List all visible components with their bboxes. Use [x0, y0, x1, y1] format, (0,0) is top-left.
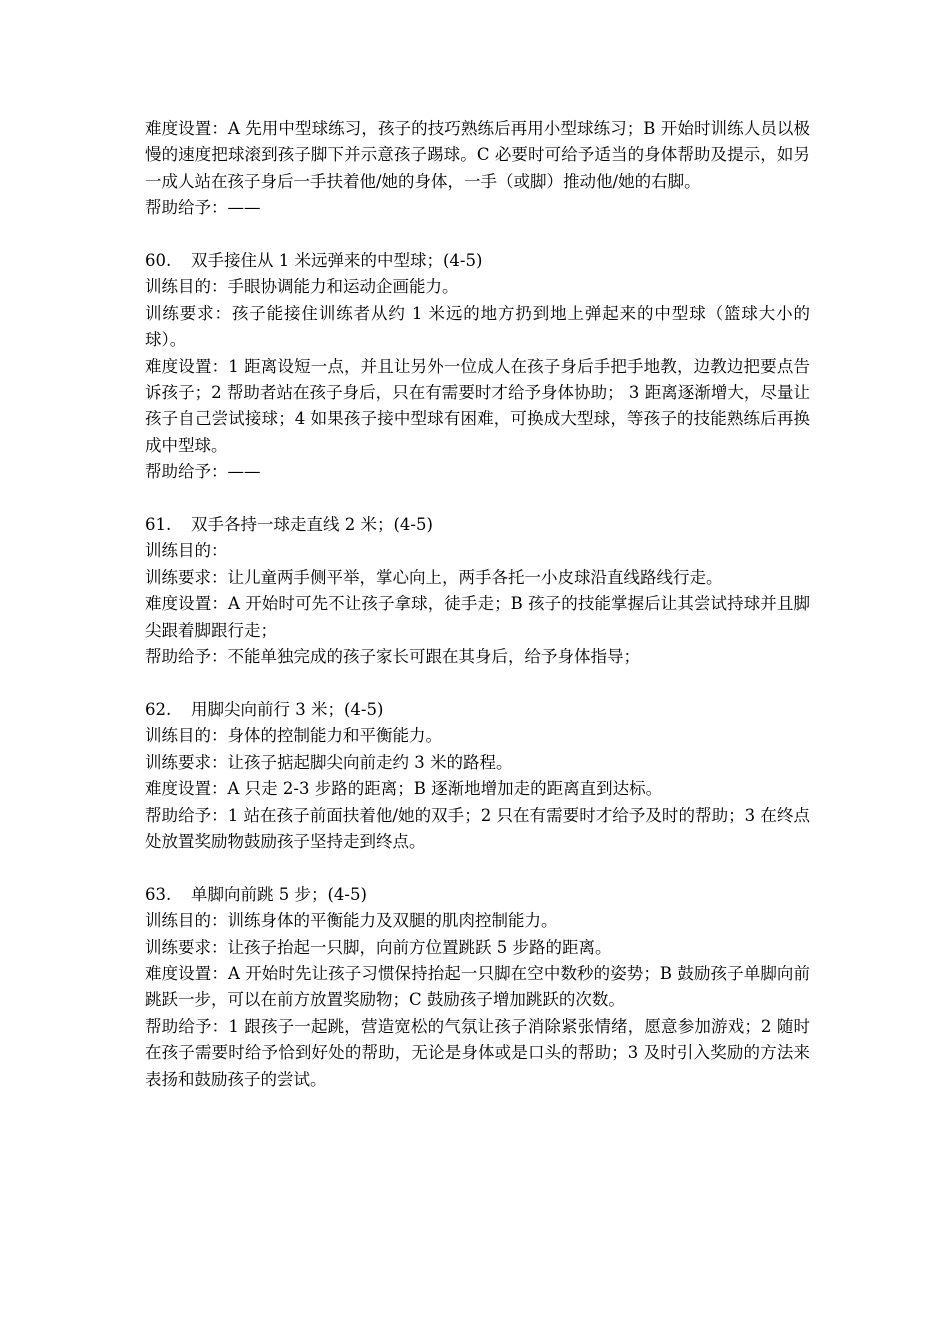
difficulty-setting: 难度设置：A 开始时可先不让孩子拿球，徒手走；B 孩子的技能掌握后让其尝试持球并且脚尖跟着脚跟行走； [145, 594, 810, 640]
difficulty-setting: 难度设置：A 先用中型球练习，孩子的技巧熟练后再用小型球练习；B 开始时训练人员以极慢的速度把球滚到孩子脚下并示意孩子踢球。C 必要时可给予适当的身体帮助及提示，如另一成人站在孩子身后一手扶着他/她的身体，一手（或脚）推动他/她的右脚。 [145, 119, 810, 191]
help-given: 帮助给予：—— [145, 198, 261, 218]
item-60 [145, 248, 810, 486]
help-given: 帮助给予：—— [145, 462, 261, 482]
item-number: 63. [145, 884, 172, 904]
help-given: 帮助给予：不能单独完成的孩子家长可跟在其身后，给予身体指导； [145, 647, 640, 667]
training-goal: 训练目的：手眼协调能力和运动企画能力。 [145, 277, 459, 297]
difficulty-setting: 难度设置：A 只走 2-3 步路的距离；B 逐渐地增加走的距离直到达标。 [145, 779, 663, 799]
item-63 [145, 882, 810, 1093]
spacer [145, 222, 810, 248]
training-requirement: 训练要求：让孩子抬起一只脚，向前方位置跳跃 5 步路的距离。 [145, 937, 612, 957]
item-title: 单脚向前跳 5 步；(4-5) [191, 884, 367, 904]
item-heading [145, 512, 810, 538]
spacer [145, 486, 810, 512]
help-given: 帮助给予：1 跟孩子一起跳，营造宽松的气氛让孩子消除紧张情绪，愿意参加游戏；2 随时在孩子需要时给予恰到好处的帮助，无论是身体或是口头的帮助；3 及时引入奖励的方法来表扬和鼓励孩子的尝试。 [145, 1016, 810, 1089]
training-requirement: 训练要求：孩子能接住训练者从约 1 米远的地方扔到地上弹起来的中型球（篮球大小的球）。 [145, 303, 810, 350]
item-title: 用脚尖向前行 3 米；(4-5) [191, 699, 384, 719]
spacer [145, 855, 810, 881]
training-requirement: 训练要求：让孩子掂起脚尖向前走约 3 米的路程。 [145, 752, 513, 772]
spacer [145, 671, 810, 697]
training-goal: 训练目的：训练身体的平衡能力及双腿的肌肉控制能力。 [145, 911, 558, 931]
difficulty-setting: 难度设置：1 距离设短一点，并且让另外一位成人在孩子身后手把手地教，边教边把要点告诉孩子；2 帮助者站在孩子身后，只在有需要时才给予身体协助； 3 距离逐渐增大，尽量让孩子自己尝试接球；4 如果孩子接中型球有困难，可换成大型球，等孩子的技能熟练后再换成中型球。 [145, 356, 810, 455]
item-number: 60. [145, 251, 172, 271]
item-62 [145, 697, 810, 855]
training-goal: 训练目的：身体的控制能力和平衡能力。 [145, 726, 442, 746]
section-0 [145, 116, 810, 222]
document-page [145, 116, 810, 1093]
item-heading [145, 248, 810, 274]
difficulty-setting: 难度设置：A 开始时先让孩子习惯保持抬起一只脚在空中数秒的姿势；B 鼓励孩子单脚向前跳跃一步，可以在前方放置奖励物；C 鼓励孩子增加跳跃的次数。 [145, 963, 810, 1010]
item-61 [145, 512, 810, 670]
training-requirement: 训练要求：让儿童两手侧平举，掌心向上，两手各托一小皮球沿直线路线行走。 [145, 567, 723, 587]
item-number: 61. [145, 515, 172, 535]
item-heading [145, 697, 810, 723]
training-goal: 训练目的： [145, 541, 228, 561]
item-heading [145, 882, 810, 908]
item-title: 双手接住从 1 米远弹来的中型球；(4-5) [191, 251, 483, 271]
item-number: 62. [145, 699, 172, 719]
help-given: 帮助给予：1 站在孩子前面扶着他/她的双手；2 只在有需要时才给予及时的帮助；3 在终点处放置奖励物鼓励孩子坚持走到终点。 [145, 805, 810, 851]
item-title: 双手各持一球走直线 2 米；(4-5) [191, 515, 433, 535]
